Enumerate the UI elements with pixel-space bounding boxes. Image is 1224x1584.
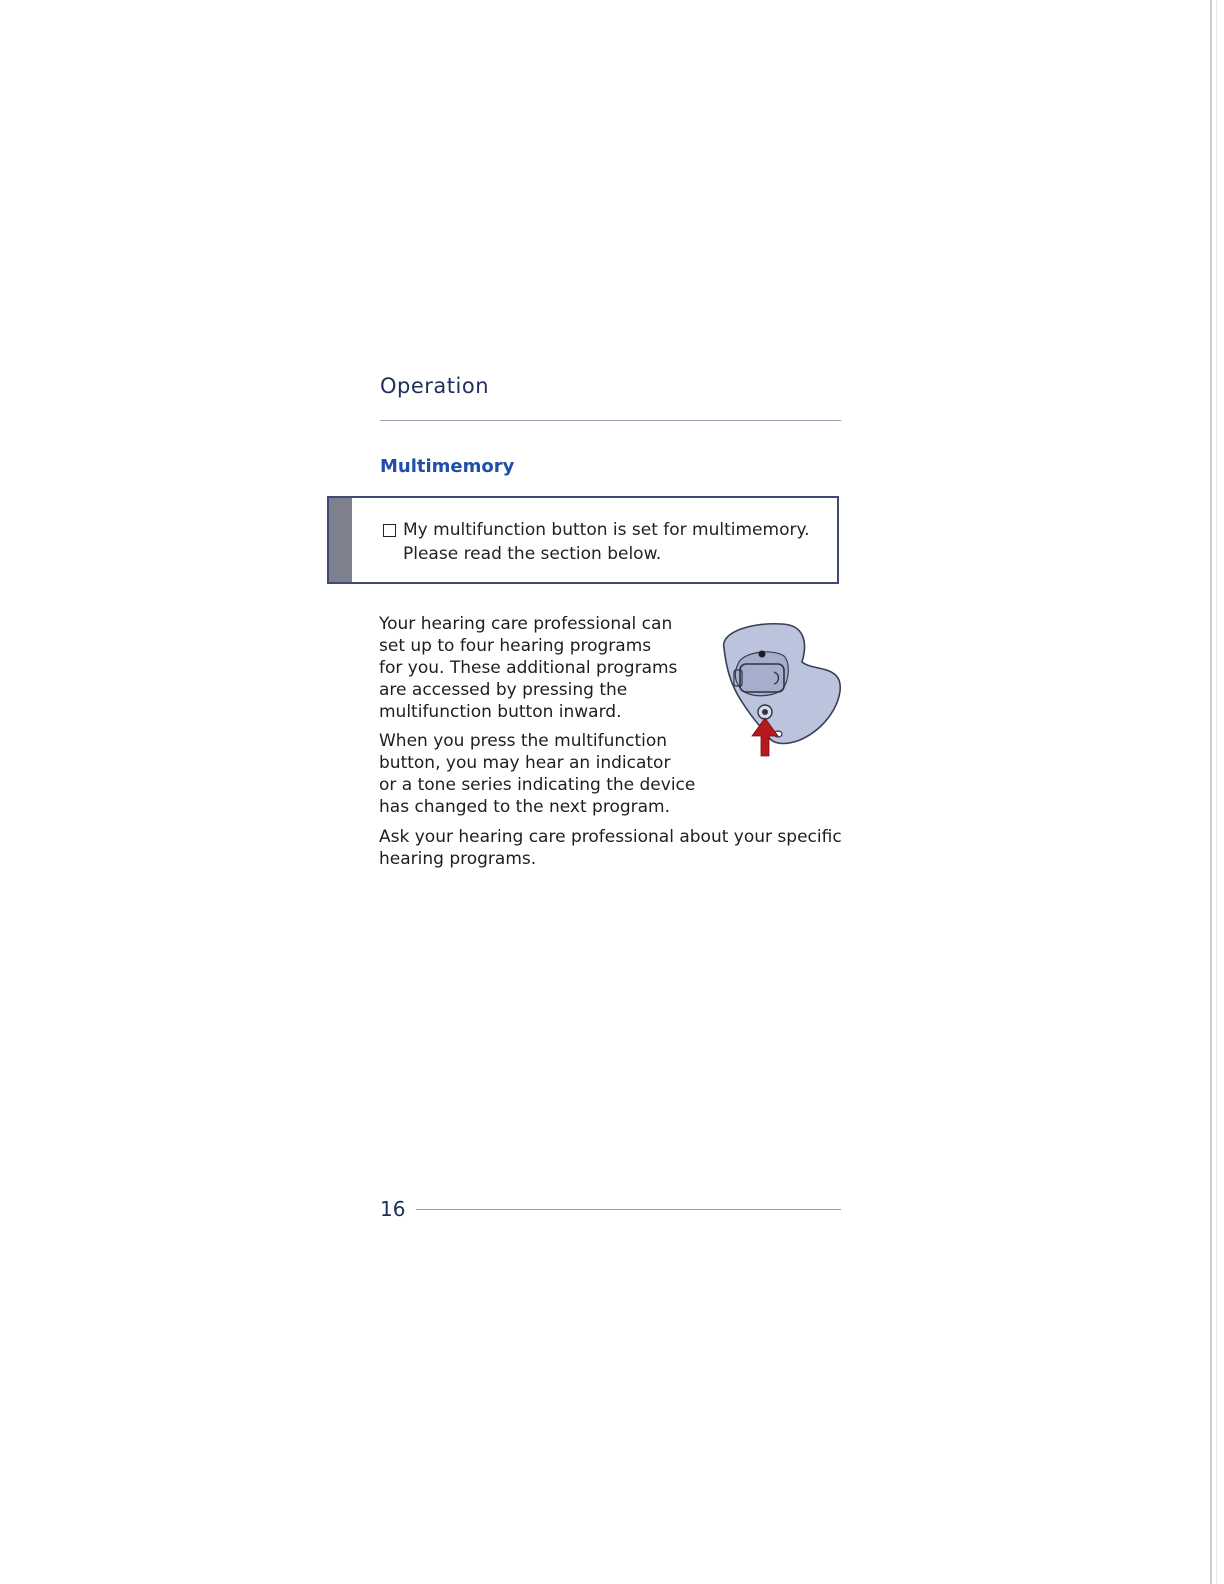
text-line: has changed to the next program. <box>379 797 671 817</box>
text-line: Your hearing care professional can <box>379 614 673 634</box>
footer-rule <box>416 1209 841 1210</box>
paragraph-ask <box>379 826 842 870</box>
text-line: or a tone series indicating the device <box>379 775 696 795</box>
text-line: multifunction button inward. <box>379 702 622 722</box>
page-edge-shadow <box>1216 0 1217 1584</box>
multimemory-checkbox[interactable] <box>383 524 396 537</box>
paragraph-programs <box>379 613 677 723</box>
multifunction-button-center <box>762 709 768 715</box>
text-line: for you. These additional programs <box>379 658 678 678</box>
note-side-bar <box>329 498 352 582</box>
page-number: 16 <box>380 1197 406 1221</box>
text-line: button, you may hear an indicator <box>379 753 671 773</box>
section-title: Operation <box>380 374 490 398</box>
note-line-2: Please read the section below. <box>403 544 662 564</box>
text-line: are accessed by pressing the <box>379 680 628 700</box>
hearing-aid-icon <box>712 618 844 760</box>
text-line: Ask your hearing care professional about your specific <box>379 827 842 847</box>
microphone-dot <box>759 651 766 658</box>
header-rule <box>380 420 841 421</box>
page-edge <box>1210 0 1212 1584</box>
paragraph-indicator <box>379 730 695 818</box>
note-line-1: My multifunction button is set for multimemory. <box>403 520 810 540</box>
text-line: hearing programs. <box>379 849 537 869</box>
text-line: set up to four hearing programs <box>379 636 652 656</box>
multimemory-note-box <box>327 496 839 584</box>
text-line: When you press the multifunction <box>379 731 668 751</box>
multimemory-heading: Multimemory <box>380 456 515 477</box>
hearing-aid-faceplate <box>735 652 788 696</box>
